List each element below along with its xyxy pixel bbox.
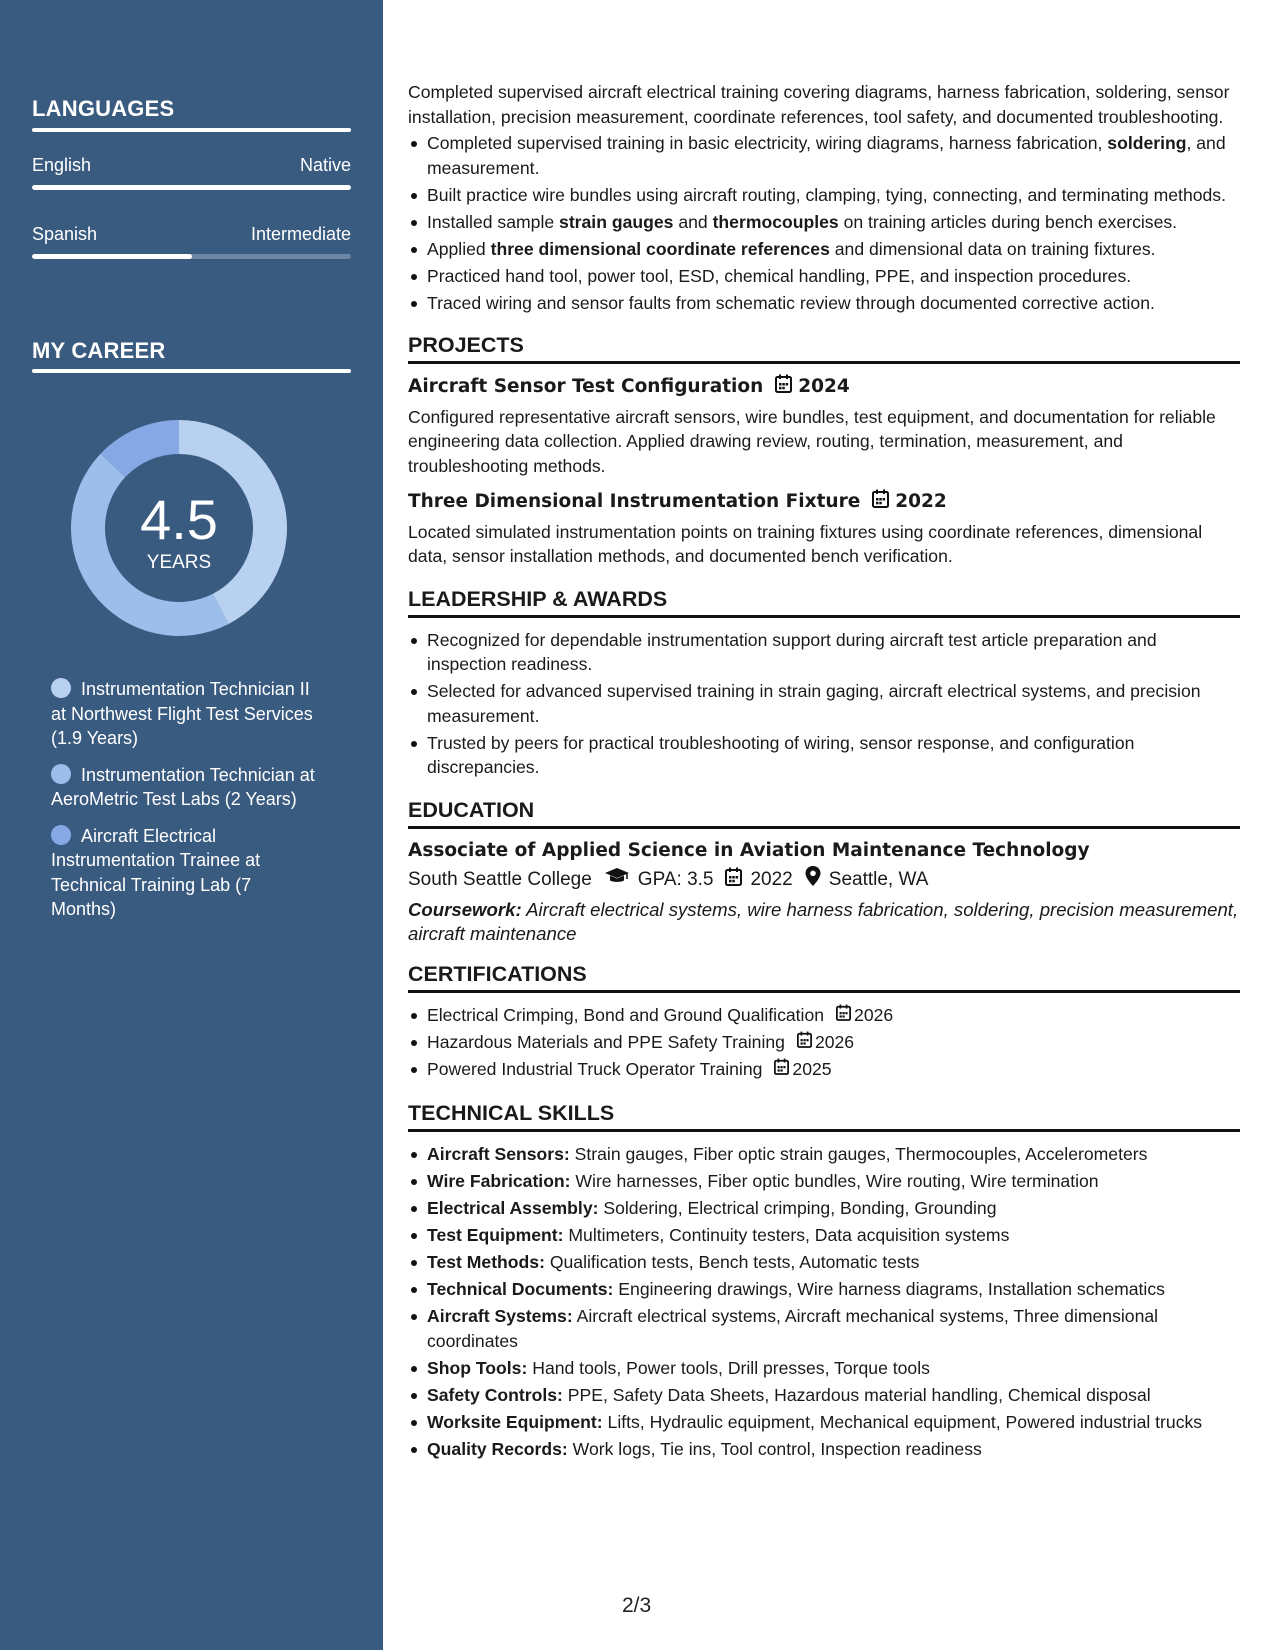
- language-row-spanish: [32, 224, 351, 245]
- skill-item: Aircraft Sensors: Strain gauges, Fiber optic strain gauges, Thermocouples, Accelerometers: [408, 1142, 1240, 1167]
- languages-rule: [32, 128, 351, 132]
- certification-year: 2025: [792, 1058, 832, 1079]
- skill-item: Aircraft Systems: Aircraft electrical systems, Aircraft mechanical systems, Three dimensional coordinates: [408, 1304, 1240, 1353]
- career-total: 4.5: [140, 488, 218, 551]
- project-year: 2024: [798, 376, 850, 397]
- skills-heading: TECHNICAL SKILLS: [408, 1100, 1240, 1132]
- training-bullet: Completed supervised training in basic electricity, wiring diagrams, harness fabrication, soldering, and measurement.: [408, 131, 1240, 180]
- certification-year: 2026: [854, 1004, 894, 1025]
- sidebar: [0, 0, 383, 1650]
- education-heading: EDUCATION: [408, 797, 1240, 829]
- career-list: [51, 677, 321, 934]
- calendar-icon: [872, 489, 889, 516]
- career-dot: [51, 678, 71, 698]
- calendar-icon: [774, 1057, 789, 1082]
- calendar-icon: [836, 1003, 851, 1028]
- skill-item: Quality Records: Work logs, Tie ins, Tool control, Inspection readiness: [408, 1437, 1240, 1462]
- leadership-item: Trusted by peers for practical troubleshooting of wiring, sensor response, and configuration discrepancies.: [408, 731, 1240, 780]
- project-item: [408, 374, 1240, 478]
- location-pin-icon: [805, 866, 821, 894]
- page-number: 2/3: [622, 1594, 652, 1617]
- language-name: Spanish: [32, 224, 98, 244]
- certifications-list: [408, 1003, 1240, 1082]
- coursework-text: Aircraft electrical systems, wire harness fabrication, soldering, precision measurement, aircraft maintenance: [408, 898, 1239, 944]
- skill-item: Test Methods: Qualification tests, Bench tests, Automatic tests: [408, 1250, 1240, 1275]
- skill-item: Shop Tools: Hand tools, Power tools, Drill presses, Torque tools: [408, 1356, 1240, 1381]
- career-item: [51, 763, 321, 812]
- skill-item: Worksite Equipment: Lifts, Hydraulic equipment, Mechanical equipment, Powered industrial trucks: [408, 1410, 1240, 1435]
- education-gpa: GPA: 3.5: [637, 868, 714, 890]
- project-year: 2022: [895, 491, 947, 512]
- career-text: Aircraft Electrical Instrumentation Trainee at Technical Training Lab (7 Months): [51, 825, 261, 919]
- language-bar-spanish: [32, 254, 351, 259]
- training-bullet: Traced wiring and sensor faults from schematic review through documented corrective action.: [408, 291, 1240, 316]
- training-summary: Completed supervised aircraft electrical training covering diagrams, harness fabrication, soldering, sensor installation, precision measurement, coordinate references, tool safety, and documented troubleshooting.: [408, 82, 1230, 127]
- main-content: [408, 80, 1240, 1464]
- language-name: English: [32, 155, 92, 175]
- education-school: South Seattle College: [408, 868, 592, 890]
- language-level: Intermediate: [250, 224, 351, 244]
- leadership-list: [408, 628, 1240, 780]
- skill-item: Test Equipment: Multimeters, Continuity testers, Data acquisition systems: [408, 1223, 1240, 1248]
- education-location: Seattle, WA: [828, 868, 929, 890]
- leadership-item: Recognized for dependable instrumentation support during aircraft test article preparation and inspection readiness.: [408, 628, 1240, 677]
- project-item: [408, 489, 1240, 569]
- projects-heading: PROJECTS: [408, 332, 1240, 364]
- training-bullet: Built practice wire bundles using aircraft routing, clamping, tying, connecting, and terminating methods.: [408, 183, 1240, 208]
- career-item: [51, 677, 321, 751]
- calendar-icon: [725, 867, 742, 894]
- skill-item: Electrical Assembly: Soldering, Electrical crimping, Bonding, Grounding: [408, 1196, 1240, 1221]
- certification-item: Electrical Crimping, Bond and Ground Qualification 2026: [408, 1003, 1240, 1028]
- career-rule: [32, 369, 351, 373]
- career-text: Instrumentation Technician at AeroMetric Test Labs (2 Years): [51, 764, 315, 809]
- language-bar-fill: [32, 185, 351, 190]
- training-bullet: Installed sample strain gauges and thermocouples on training articles during bench exercises.: [408, 210, 1240, 235]
- leadership-item: Selected for advanced supervised training in strain gaging, aircraft electrical systems, and precision measurement.: [408, 679, 1240, 728]
- calendar-icon: [775, 374, 792, 401]
- training-bullet: Applied three dimensional coordinate references and dimensional data on training fixtures.: [408, 237, 1240, 262]
- language-bar-fill: [32, 254, 192, 259]
- career-heading: MY CAREER: [32, 338, 166, 363]
- language-bar-english: [32, 185, 351, 190]
- certification-item: Powered Industrial Truck Operator Training 2025: [408, 1057, 1240, 1082]
- certification-year: 2026: [814, 1031, 855, 1052]
- education-year: 2022: [750, 868, 793, 890]
- project-title: Three Dimensional Instrumentation Fixture 2022: [408, 489, 1240, 516]
- graduation-cap-icon: [604, 867, 630, 893]
- project-title: Aircraft Sensor Test Configuration 2024: [408, 374, 1240, 401]
- languages-heading: LANGUAGES: [32, 96, 175, 121]
- education-details: [408, 866, 1240, 894]
- language-row-english: [32, 155, 351, 176]
- skill-item: Technical Documents: Engineering drawings, Wire harness diagrams, Installation schematics: [408, 1277, 1240, 1302]
- calendar-icon: [797, 1030, 812, 1055]
- education-coursework: [408, 898, 1240, 947]
- career-text: Instrumentation Technician II at Northwest Flight Test Services (1.9 Years): [51, 679, 313, 748]
- coursework-label: Coursework:: [408, 898, 522, 920]
- skill-item: Safety Controls: PPE, Safety Data Sheets, Hazardous material handling, Chemical disposal: [408, 1383, 1240, 1408]
- certification-item: Hazardous Materials and PPE Safety Training 2026: [408, 1030, 1240, 1055]
- education-degree: Associate of Applied Science in Aviation Maintenance Technology: [408, 839, 1090, 861]
- leadership-heading: LEADERSHIP & AWARDS: [408, 586, 1240, 618]
- project-description: Configured representative aircraft sensors, wire bundles, test equipment, and documentation for reliable engineering data collection. Applied drawing review, routing, termination, measurement, and troubleshooting methods.: [408, 406, 1216, 476]
- certifications-heading: CERTIFICATIONS: [408, 961, 1240, 993]
- skills-list: [408, 1142, 1240, 1461]
- career-dot: [51, 825, 71, 845]
- project-description: Located simulated instrumentation points on training fixtures using coordinate references, dimensional data, sensor installation methods, and documented bench verification.: [408, 521, 1203, 566]
- career-item: [51, 824, 321, 922]
- language-level: Native: [299, 155, 351, 175]
- skill-item: Wire Fabrication: Wire harnesses, Fiber optic bundles, Wire routing, Wire termination: [408, 1169, 1240, 1194]
- career-dot: [51, 764, 71, 784]
- training-bullets: [408, 131, 1240, 315]
- career-unit: YEARS: [146, 552, 212, 573]
- career-donut: [66, 415, 292, 641]
- training-bullet: Practiced hand tool, power tool, ESD, chemical handling, PPE, and inspection procedures.: [408, 264, 1240, 289]
